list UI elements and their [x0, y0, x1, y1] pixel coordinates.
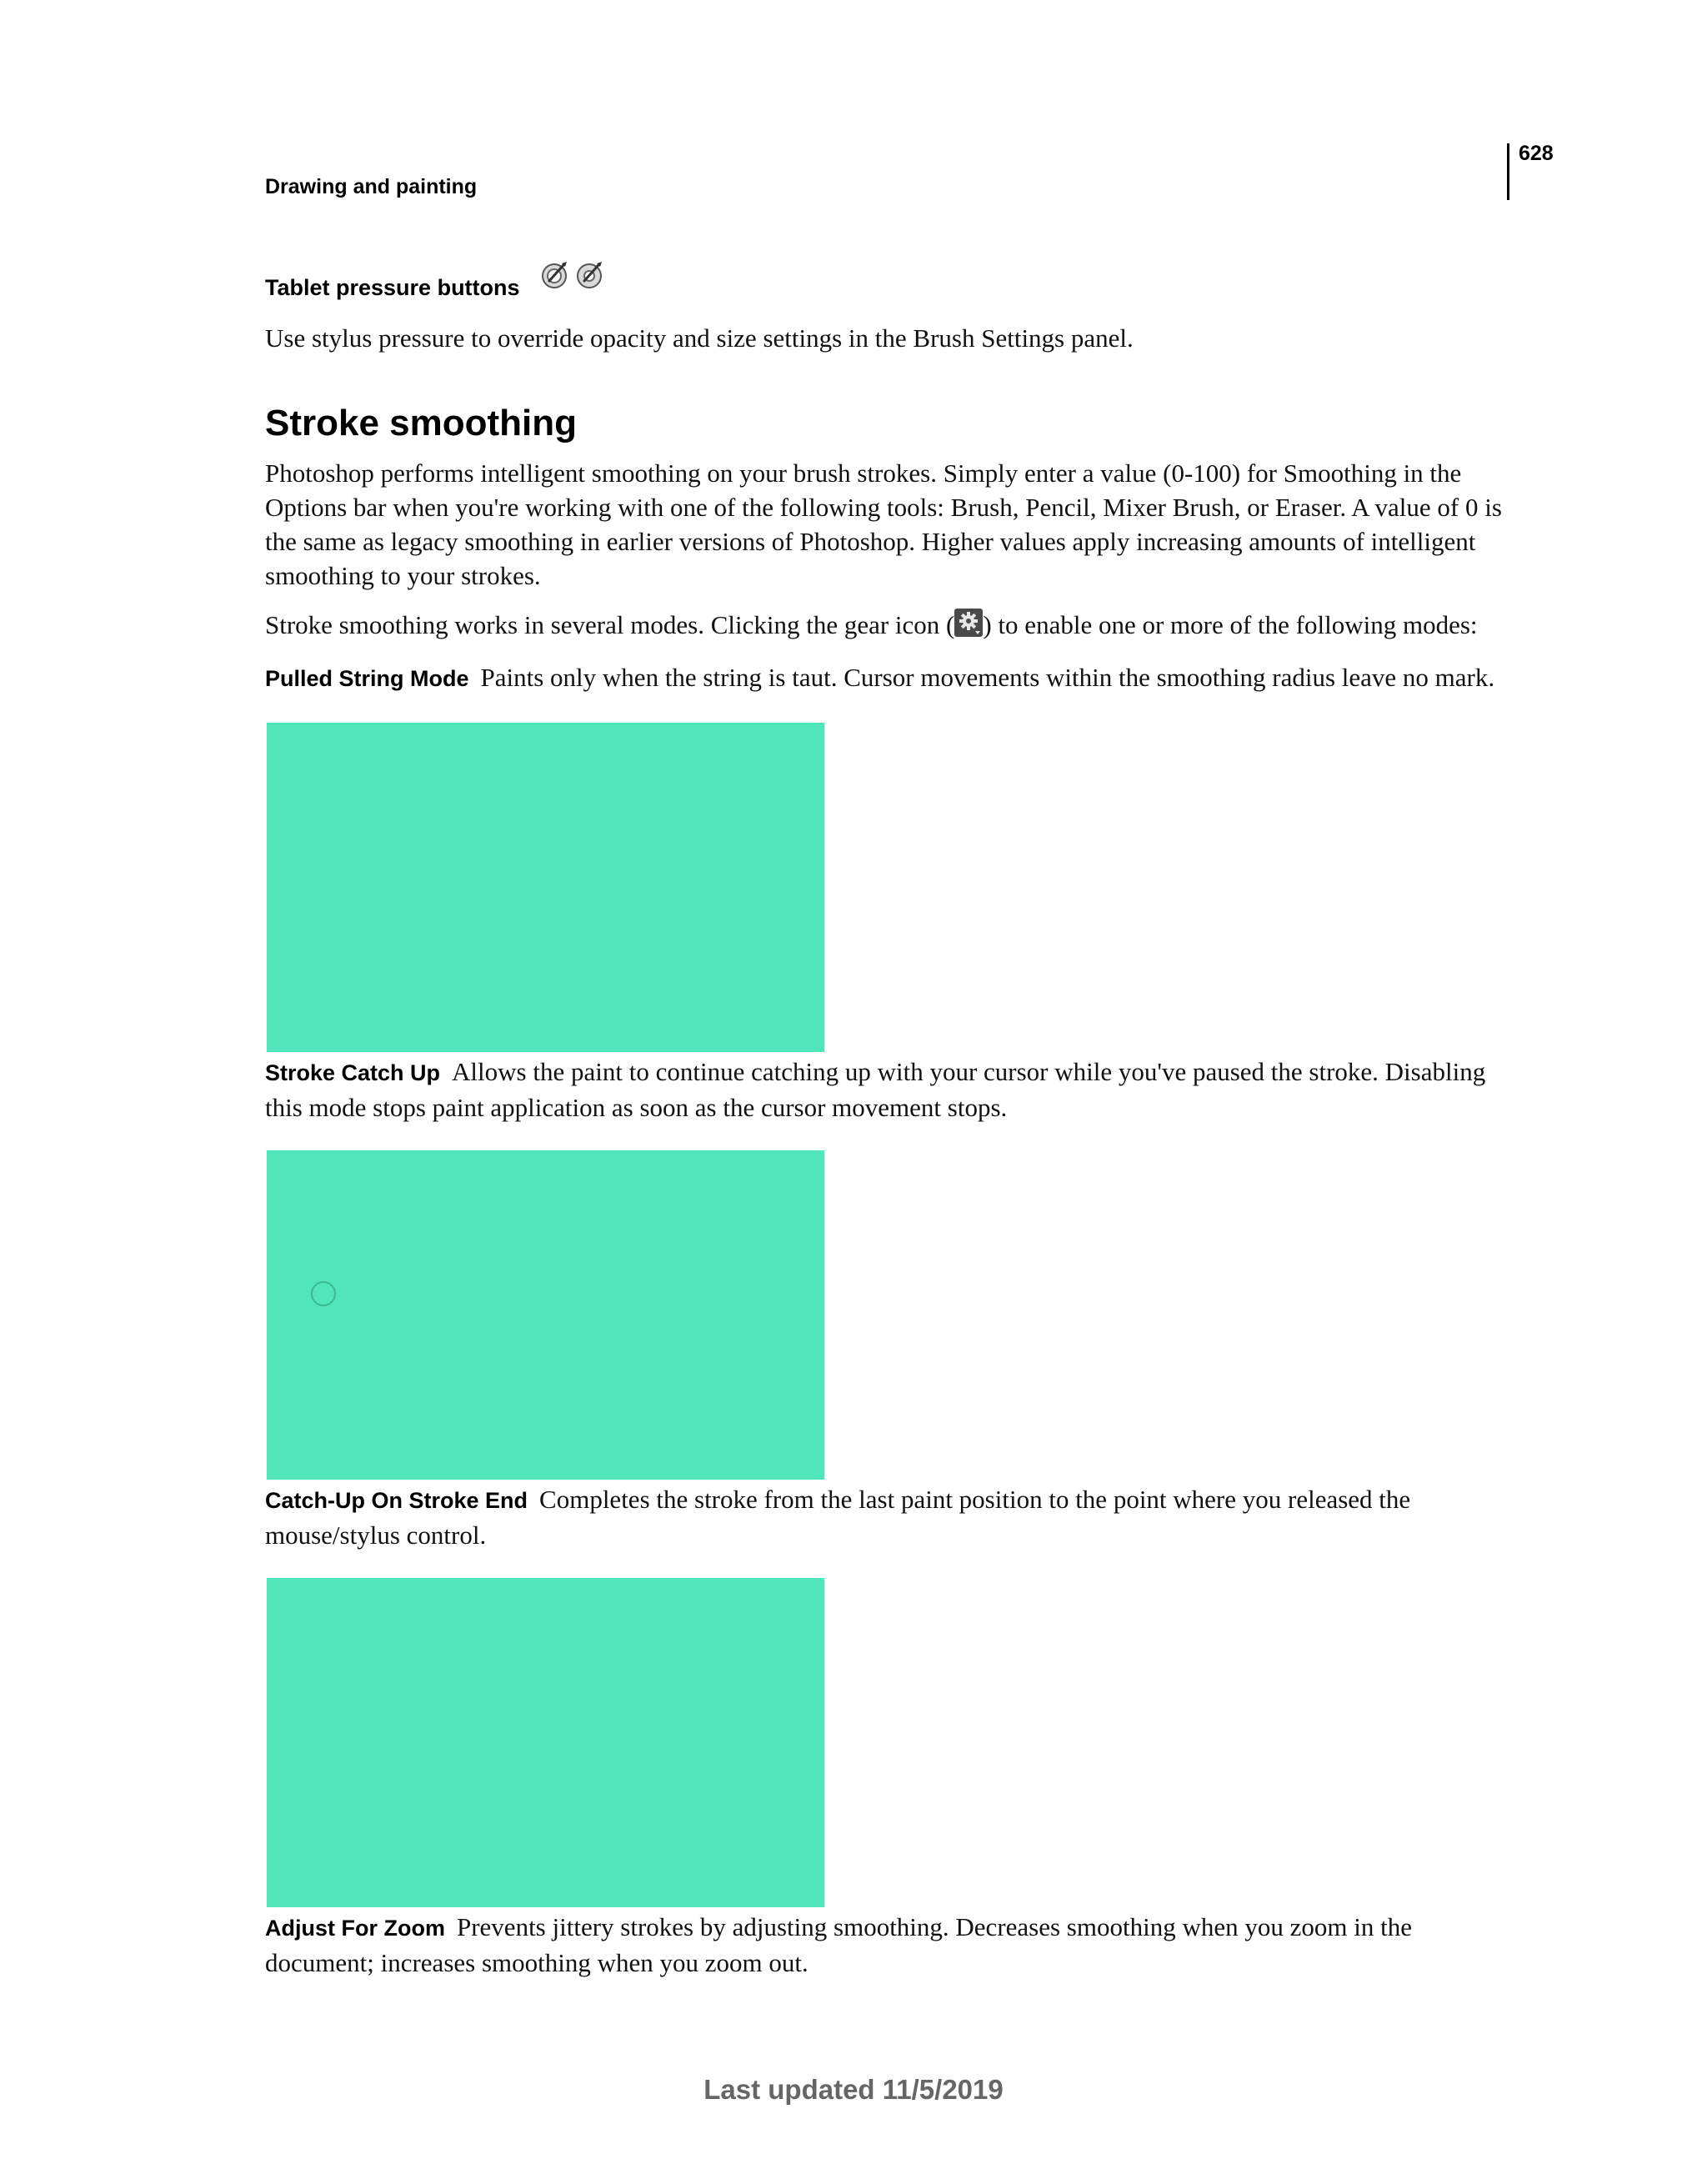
mode-catch-up-on-stroke-end — [265, 1482, 1515, 1552]
mode-adjust-for-zoom — [265, 1910, 1515, 1980]
mode-term: Catch-Up On Stroke End — [265, 1488, 528, 1513]
header-rule — [1507, 143, 1509, 200]
section-header: Drawing and painting — [265, 175, 478, 198]
tablet-pressure-icons — [540, 260, 605, 290]
tablet-pressure-label: Tablet pressure buttons — [265, 275, 520, 300]
modes-intro-before: Stroke smoothing works in several modes. Clicking the gear icon ( — [265, 610, 955, 639]
mode-description: Paints only when the string is taut. Cursor movements within the smoothing radius leave no mark. — [480, 663, 1495, 692]
stroke-catch-up-figure — [267, 1150, 824, 1480]
stroke-smoothing-heading: Stroke smoothing — [265, 403, 578, 443]
mode-term: Stroke Catch Up — [265, 1060, 441, 1085]
last-updated-footer: Last updated 11/5/2019 — [703, 2074, 1004, 2105]
cursor-circle-icon — [311, 1281, 336, 1306]
tablet-pressure-opacity-icon — [540, 260, 570, 290]
mode-description: Completes the stroke from the last paint position to the point where you released the mouse/stylus control. — [265, 1485, 1411, 1550]
mode-description: Prevents jittery strokes by adjusting smoothing. Decreases smoothing when you zoom in the document; increases smoothing when you zoom out. — [265, 1912, 1412, 1977]
mode-term: Adjust For Zoom — [265, 1916, 445, 1941]
tablet-pressure-description: Use stylus pressure to override opacity and size settings in the Brush Settings panel. — [265, 323, 1134, 353]
page-number: 628 — [1519, 142, 1554, 165]
catch-up-on-stroke-end-figure — [267, 1578, 824, 1907]
mode-stroke-catch-up — [265, 1054, 1515, 1125]
mode-term: Pulled String Mode — [265, 666, 469, 691]
stroke-smoothing-intro: Photoshop performs intelligent smoothing on your brush strokes. Simply enter a value (0-100) for Smoothing in the Options bar when you're working with one of the following tools: Brush, Pencil, Mixer Brush, or Eraser. A value of 0 is the same as legacy smoothing in earlier versions of Photoshop. Higher values apply increasing amounts of intelligent smoothing to your strokes. — [265, 458, 1502, 590]
tablet-pressure-size-icon — [575, 260, 605, 290]
mode-description: Allows the paint to continue catching up with your cursor while you've paused the stroke. Disabling this mode stops paint application as soon as the cursor movement stops. — [265, 1057, 1486, 1122]
mode-pulled-string — [265, 660, 1515, 696]
gear-icon — [954, 609, 983, 637]
pulled-string-figure — [267, 723, 824, 1052]
stroke-smoothing-modes-intro — [265, 608, 1515, 642]
modes-intro-after: ) to enable one or more of the following modes: — [983, 610, 1478, 639]
